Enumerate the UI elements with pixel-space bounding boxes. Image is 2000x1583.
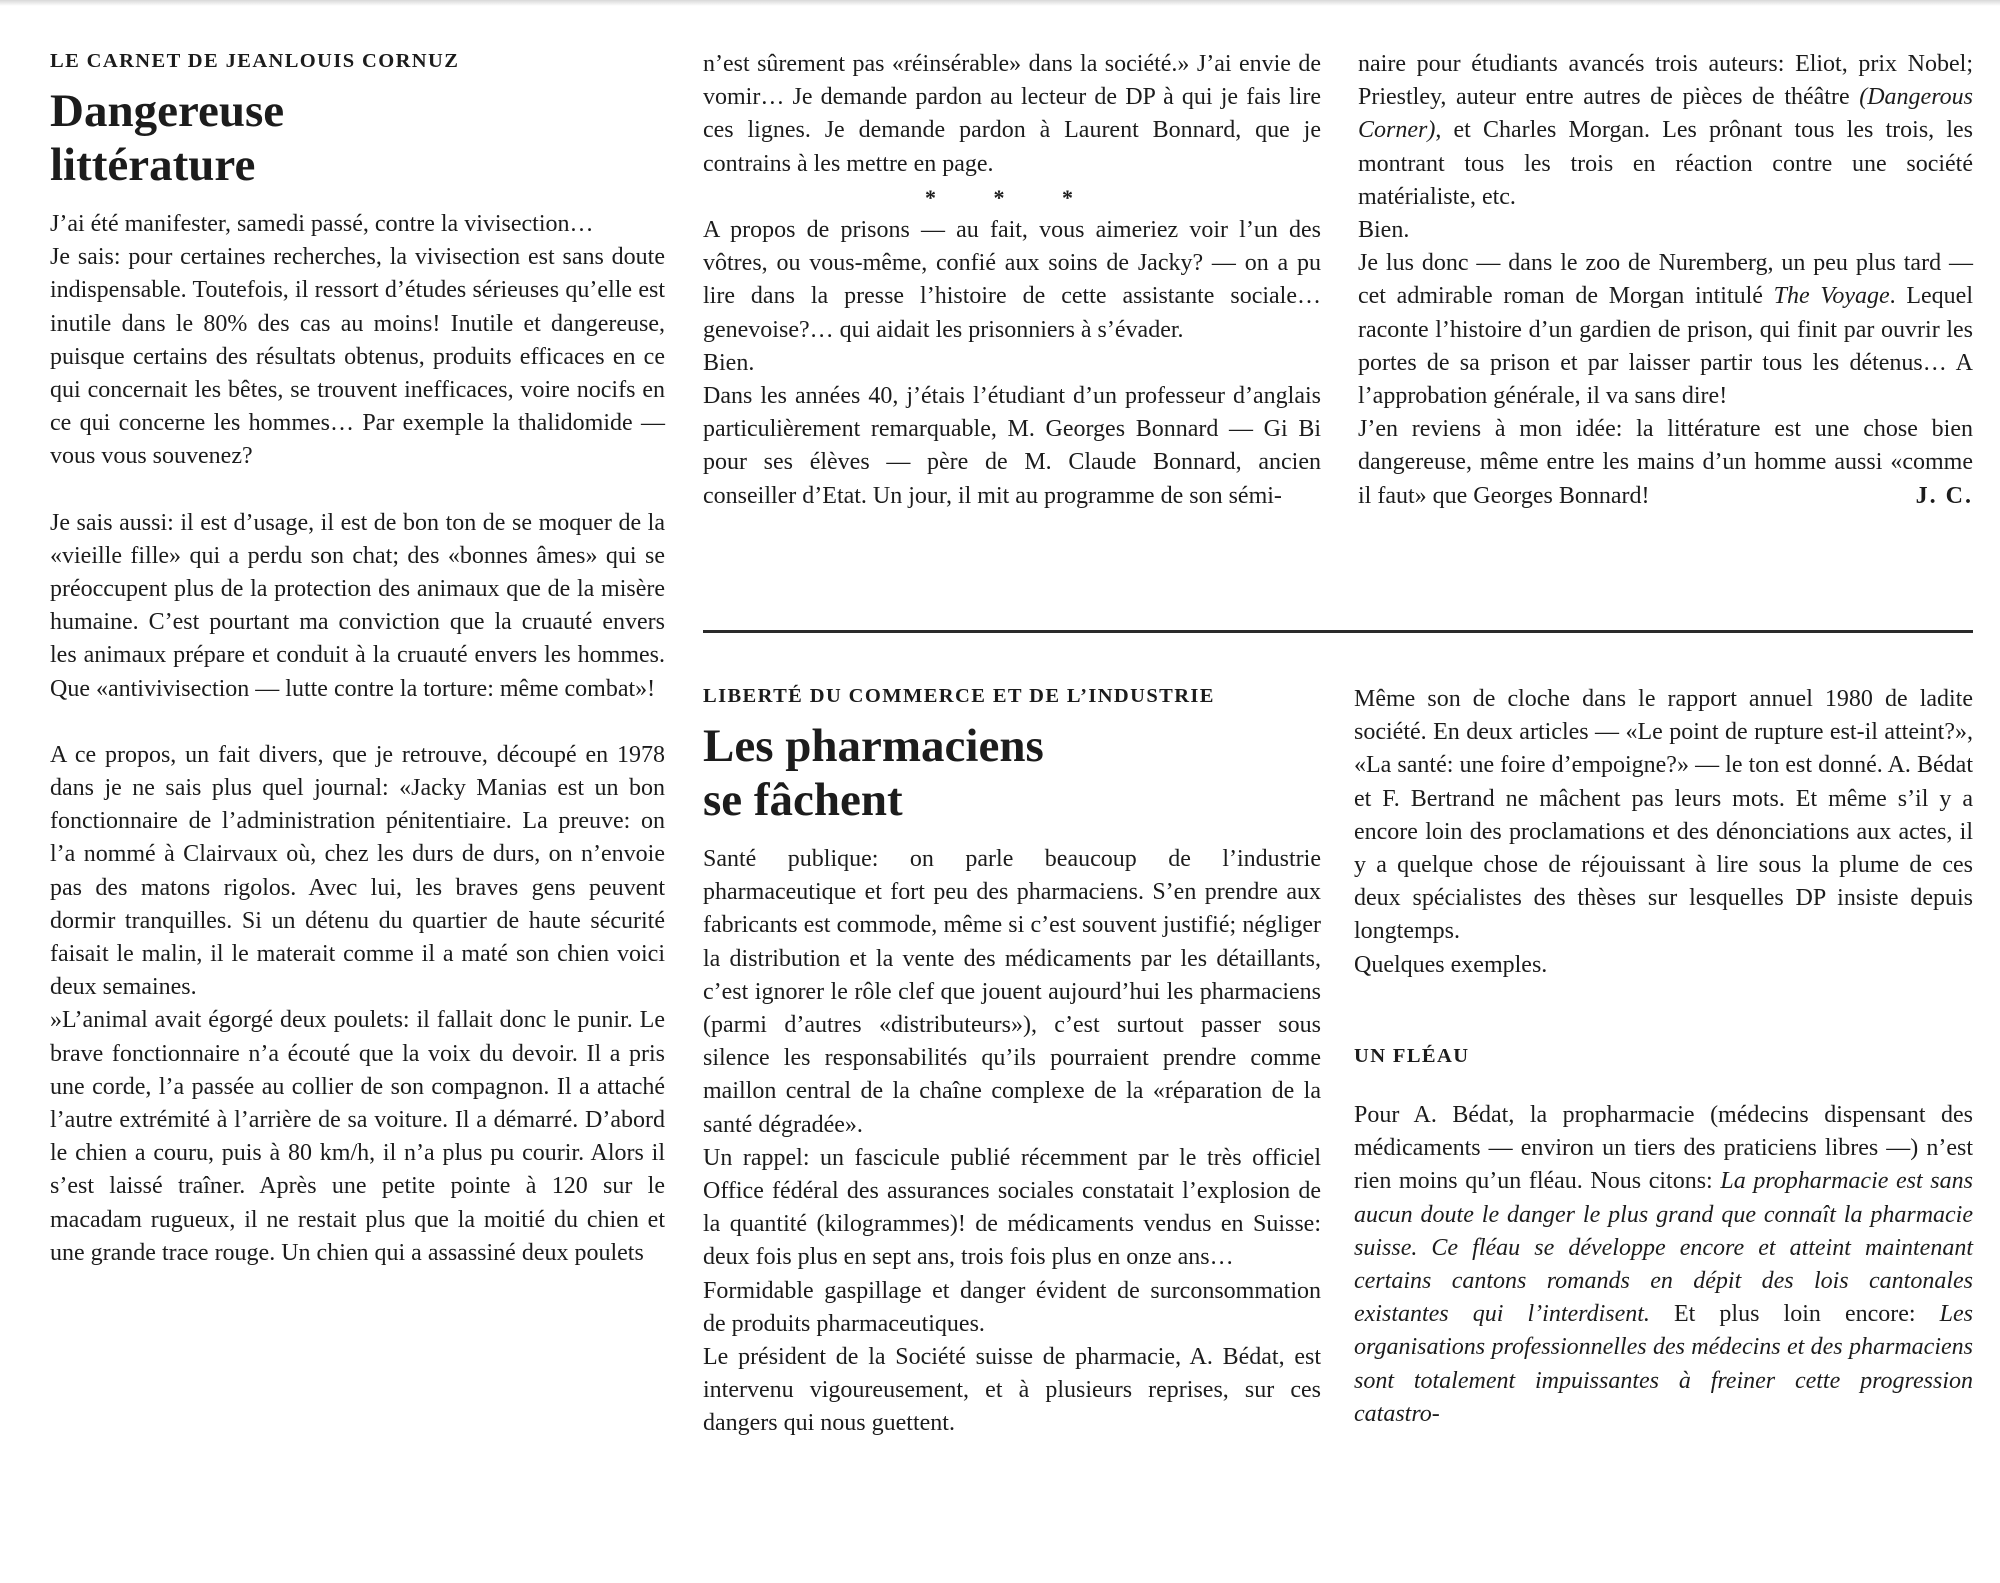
author-signature: J. C. [1915, 482, 1973, 509]
article1-title-line1: Dangereuse [50, 85, 285, 137]
paragraph: Je sais aussi: il est d’usage, il est de bon ton de se moquer de la «vieille fille» qui a perdu son chat; des «bonnes âmes» qui se préoccupent plus de la protection des animaux que de la misère humaine. C’est pourtant ma conviction que la cruauté envers les animaux prépare et conduit à la cruauté envers les hommes. Que «antivivisection — lutte contre la torture: même combat»! [50, 509, 665, 702]
paragraph: Le président de la Société suisse de pharmacie, A. Bédat, est intervenu vigoureusement, et à plusieurs reprises, sur ces dangers qui nous guettent. [703, 1344, 1321, 1437]
paragraph: J’ai été manifester, samedi passé, contre la vivisection… [50, 211, 594, 237]
quotation: La propharmacie est sans aucun doute le danger le plus grand que connaît la pharmacie suisse. Ce fléau se développe encore et atteint maintenant certains cantons romands en dépit des lois cantonales existantes qui l’interdisent. [1354, 1168, 1973, 1328]
article1-column3 [1358, 48, 1973, 513]
paragraph: Je sais: pour certaines recherches, la vivisection est sans doute indispensable. Toutefois, il ressort d’études sérieuses qu’elle est inutile dans le 80% des cas au moins! Inutile et dangereuse, puisque certains des résultats obtenus, produits efficaces en ce qui concernait les bêtes, se trouvent inefficaces, voire nocifs en ce qui concerne les hommes… Par exemple la thalidomide — vous vous souvenez? [50, 244, 665, 470]
play-title: (Dangerous Corner) [1358, 84, 1973, 144]
subheading: UN FLÉAU [1354, 1044, 1470, 1067]
article1-title [50, 84, 665, 192]
article1-column2 [703, 48, 1321, 513]
article1-column1 [50, 48, 665, 1270]
article1-title-line2: littérature [50, 139, 256, 191]
article2-kicker: LIBERTÉ DU COMMERCE ET DE L’INDUSTRIE [703, 685, 1215, 707]
paragraph: Bien. [703, 349, 755, 376]
paragraph: Pour A. Bédat, la propharmacie (médecins dispensant des médicaments — environ un tiers des praticiens libres —) n’est rien moins qu’un fléau. Nous citons: La propharmacie est sans aucun doute le danger le plus grand que connaît la pharmacie suisse. Ce fléau se développe encore et atteint maintenant certains cantons romands en dépit des lois cantonales existantes qui l’interdisent. Et plus loin encore: Les organisations professionnelles des médecins et des pharmaciens sont totalement impuissantes à freiner cette progression catastro- [1354, 1102, 1974, 1427]
paragraph: J’en reviens à mon idée: la littérature est une chose bien dangereuse, même entre les mains d’un homme aussi «comme il faut» que Georges Bonnard! J. C. [1358, 413, 1973, 513]
paragraph: Formidable gaspillage et danger évident de surconsommation de produits pharmaceutiques. [703, 1277, 1321, 1337]
article-divider-rule [703, 630, 1973, 633]
paragraph: Quelques exemples. [1354, 951, 1548, 978]
paragraph: A propos de prisons — au fait, vous aimeriez voir l’un des vôtres, ou vous-même, confié aux soins de Jacky? — on a pu lire dans la presse l’histoire de cette assistante sociale… genevoise?… qui aidait les prisonniers à s’évader. [703, 217, 1321, 343]
paragraph: »L’animal avait égorgé deux poulets: il fallait donc le punir. Le brave fonctionnaire n’a écouté que la voix du devoir. Il a pris une corde, l’a passée au collier de son compagnon. Il a attaché l’autre extrémité à l’arrière de sa voiture. Il a démarré. D’abord le chien a couru, puis à 80 km/h, il n’a plus pu courir. Alors il s’est laissé traîner. Après une petite pointe à 120 sur le macadam rugueux, il ne restait plus que la moitié du chien et une grande trace rouge. Un chien qui a assassiné deux poulets [50, 1007, 665, 1266]
paragraph: Bien. [1358, 217, 1410, 244]
paragraph: Un rappel: un fascicule publié récemment par le très officiel Office fédéral des assurances sociales constatait l’explosion de la quantité (kilogrammes)! de médicaments vendus en Suisse: deux fois plus en sept ans, trois fois plus en onze ans… [703, 1144, 1321, 1271]
paragraph: Dans les années 40, j’étais l’étudiant d’un professeur d’anglais particulièrement remarquable, M. Georges Bonnard — Gi Bi pour ses élèves — père de M. Claude Bonnard, ancien conseiller d’Etat. Un jour, il mit au programme de son sémi- [703, 383, 1321, 509]
paragraph: Santé publique: on parle beaucoup de l’industrie pharmaceutique et fort peu des pharmaciens. S’en prendre aux fabricants est commode, même si c’est souvent justifié; négliger la distribution et la vente des médicaments par les détaillants, c’est ignorer le rôle clef que jouent aujourd’hui les pharmaciens (parmi d’autres «distributeurs»), c’est surtout passer sous silence les responsabilités qu’ils pourraient prendre comme maillon central de la chaîne complexe de la «réparation de la santé dégradée». [703, 846, 1321, 1138]
novel-title: The Voyage [1773, 283, 1890, 310]
paragraph: Même son de cloche dans le rapport annuel 1980 de ladite société. En deux articles — «Le point de rupture est-il atteint?», «La santé: une foire d’empoigne?» — le ton est donné. A. Bédat et F. Bertrand ne mâchent pas leurs mots. Et même s’il y a encore loin des proclamations et des dénonciations aux actes, il y a quelque chose de réjouissant à lire sous la plume de ces deux spécialistes des thèses sur lesquelles DP insiste depuis longtemps. [1354, 686, 1973, 945]
article2-column3 [1354, 683, 1973, 1431]
section-separator-stars: * * * [925, 184, 1099, 210]
article2-title-line1: Les pharmaciens [703, 720, 1044, 772]
article1-kicker: LE CARNET DE JEANLOUIS CORNUZ [50, 50, 460, 72]
paragraph: n’est sûrement pas «réinsérable» dans la société.» J’ai envie de vomir… Je demande pardon au lecteur de DP à qui je fais lire ces lignes. Je demande pardon à Laurent Bonnard, que je contrains à les mettre en page. [703, 51, 1321, 177]
article2-column2 [703, 683, 1321, 1441]
top-edge [0, 0, 2000, 6]
article2-title-line2: se fâchent [703, 774, 903, 826]
paragraph: naire pour étudiants avancés trois auteurs: Eliot, prix Nobel; Priestley, auteur entre autres de pièces de théâtre (Dangerous Corner), et Charles Morgan. Les prônant tous les trois, les montrant tous les trois en réaction contre une société matérialiste, etc. [1358, 51, 1973, 210]
quotation: Les organisations professionnelles des médecins et des pharmaciens sont totalement impuissantes à freiner cette progression catastro- [1354, 1301, 1974, 1427]
paragraph: Je lus donc — dans le zoo de Nuremberg, un peu plus tard — cet admirable roman de Morgan intitulé The Voyage. Lequel raconte l’histoire d’un gardien de prison, qui finit par ouvrir les portes de sa prison et par laisser partir tous les détenus… A l’approbation générale, il va sans dire! [1358, 250, 1973, 410]
article2-title [703, 719, 1321, 827]
paragraph: A ce propos, un fait divers, que je retrouve, découpé en 1978 dans je ne sais plus quel journal: «Jacky Manias est un bon fonctionnaire de l’administration pénitentiaire. La preuve: on l’a nommé à Clairvaux où, chez les durs de durs, on n’envoie pas des matons rigolos. Avec lui, les braves gens peuvent dormir tranquilles. Si un détenu du quartier de haute sécurité faisait le malin, il le materait comme il a maté son chien voici deux semaines. [50, 741, 665, 1001]
